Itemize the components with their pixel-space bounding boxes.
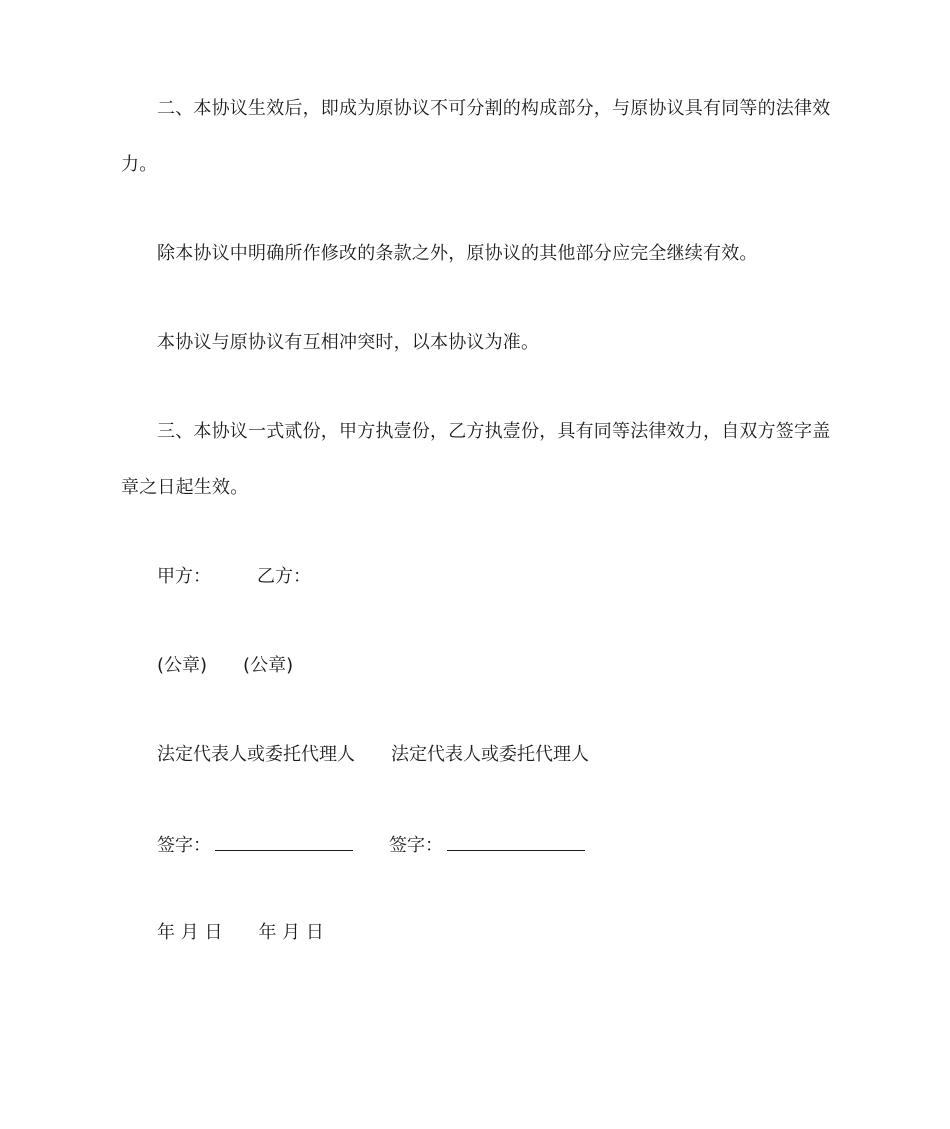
conflict-precedence-paragraph: 本协议与原协议有互相冲突时，以本协议为准。	[157, 332, 540, 353]
party-b-label: 乙方：	[257, 566, 311, 587]
signature-row	[157, 832, 585, 858]
party-labels-row	[157, 565, 311, 589]
seal-b-label: (公章)	[243, 655, 294, 676]
seal-row	[157, 654, 293, 678]
clause-three-paragraph: 三、本协议一式贰份，甲方执壹份，乙方执壹份，具有同等法律效力，自双方签字盖章之日起生效。	[121, 421, 831, 498]
rep-a-label: 法定代表人或委托代理人	[157, 744, 355, 765]
clause-two-paragraph: 二、本协议生效后，即成为原协议不可分割的构成部分，与原协议具有同等的法律效力。	[121, 98, 831, 175]
sign-a-label: 签字：	[157, 835, 211, 856]
seal-a-label: (公章)	[157, 655, 208, 676]
date-b-label: 年 月 日	[258, 922, 324, 943]
representative-row	[157, 743, 589, 767]
remaining-terms-paragraph: 除本协议中明确所作修改的条款之外，原协议的其他部分应完全继续有效。	[157, 243, 758, 264]
sign-b-label: 签字：	[389, 835, 443, 856]
party-a-label: 甲方：	[157, 566, 211, 587]
date-a-label: 年 月 日	[157, 922, 223, 943]
signature-line-a	[215, 832, 353, 851]
date-row	[157, 921, 324, 945]
signature-line-b	[447, 832, 585, 851]
rep-b-label: 法定代表人或委托代理人	[391, 744, 589, 765]
